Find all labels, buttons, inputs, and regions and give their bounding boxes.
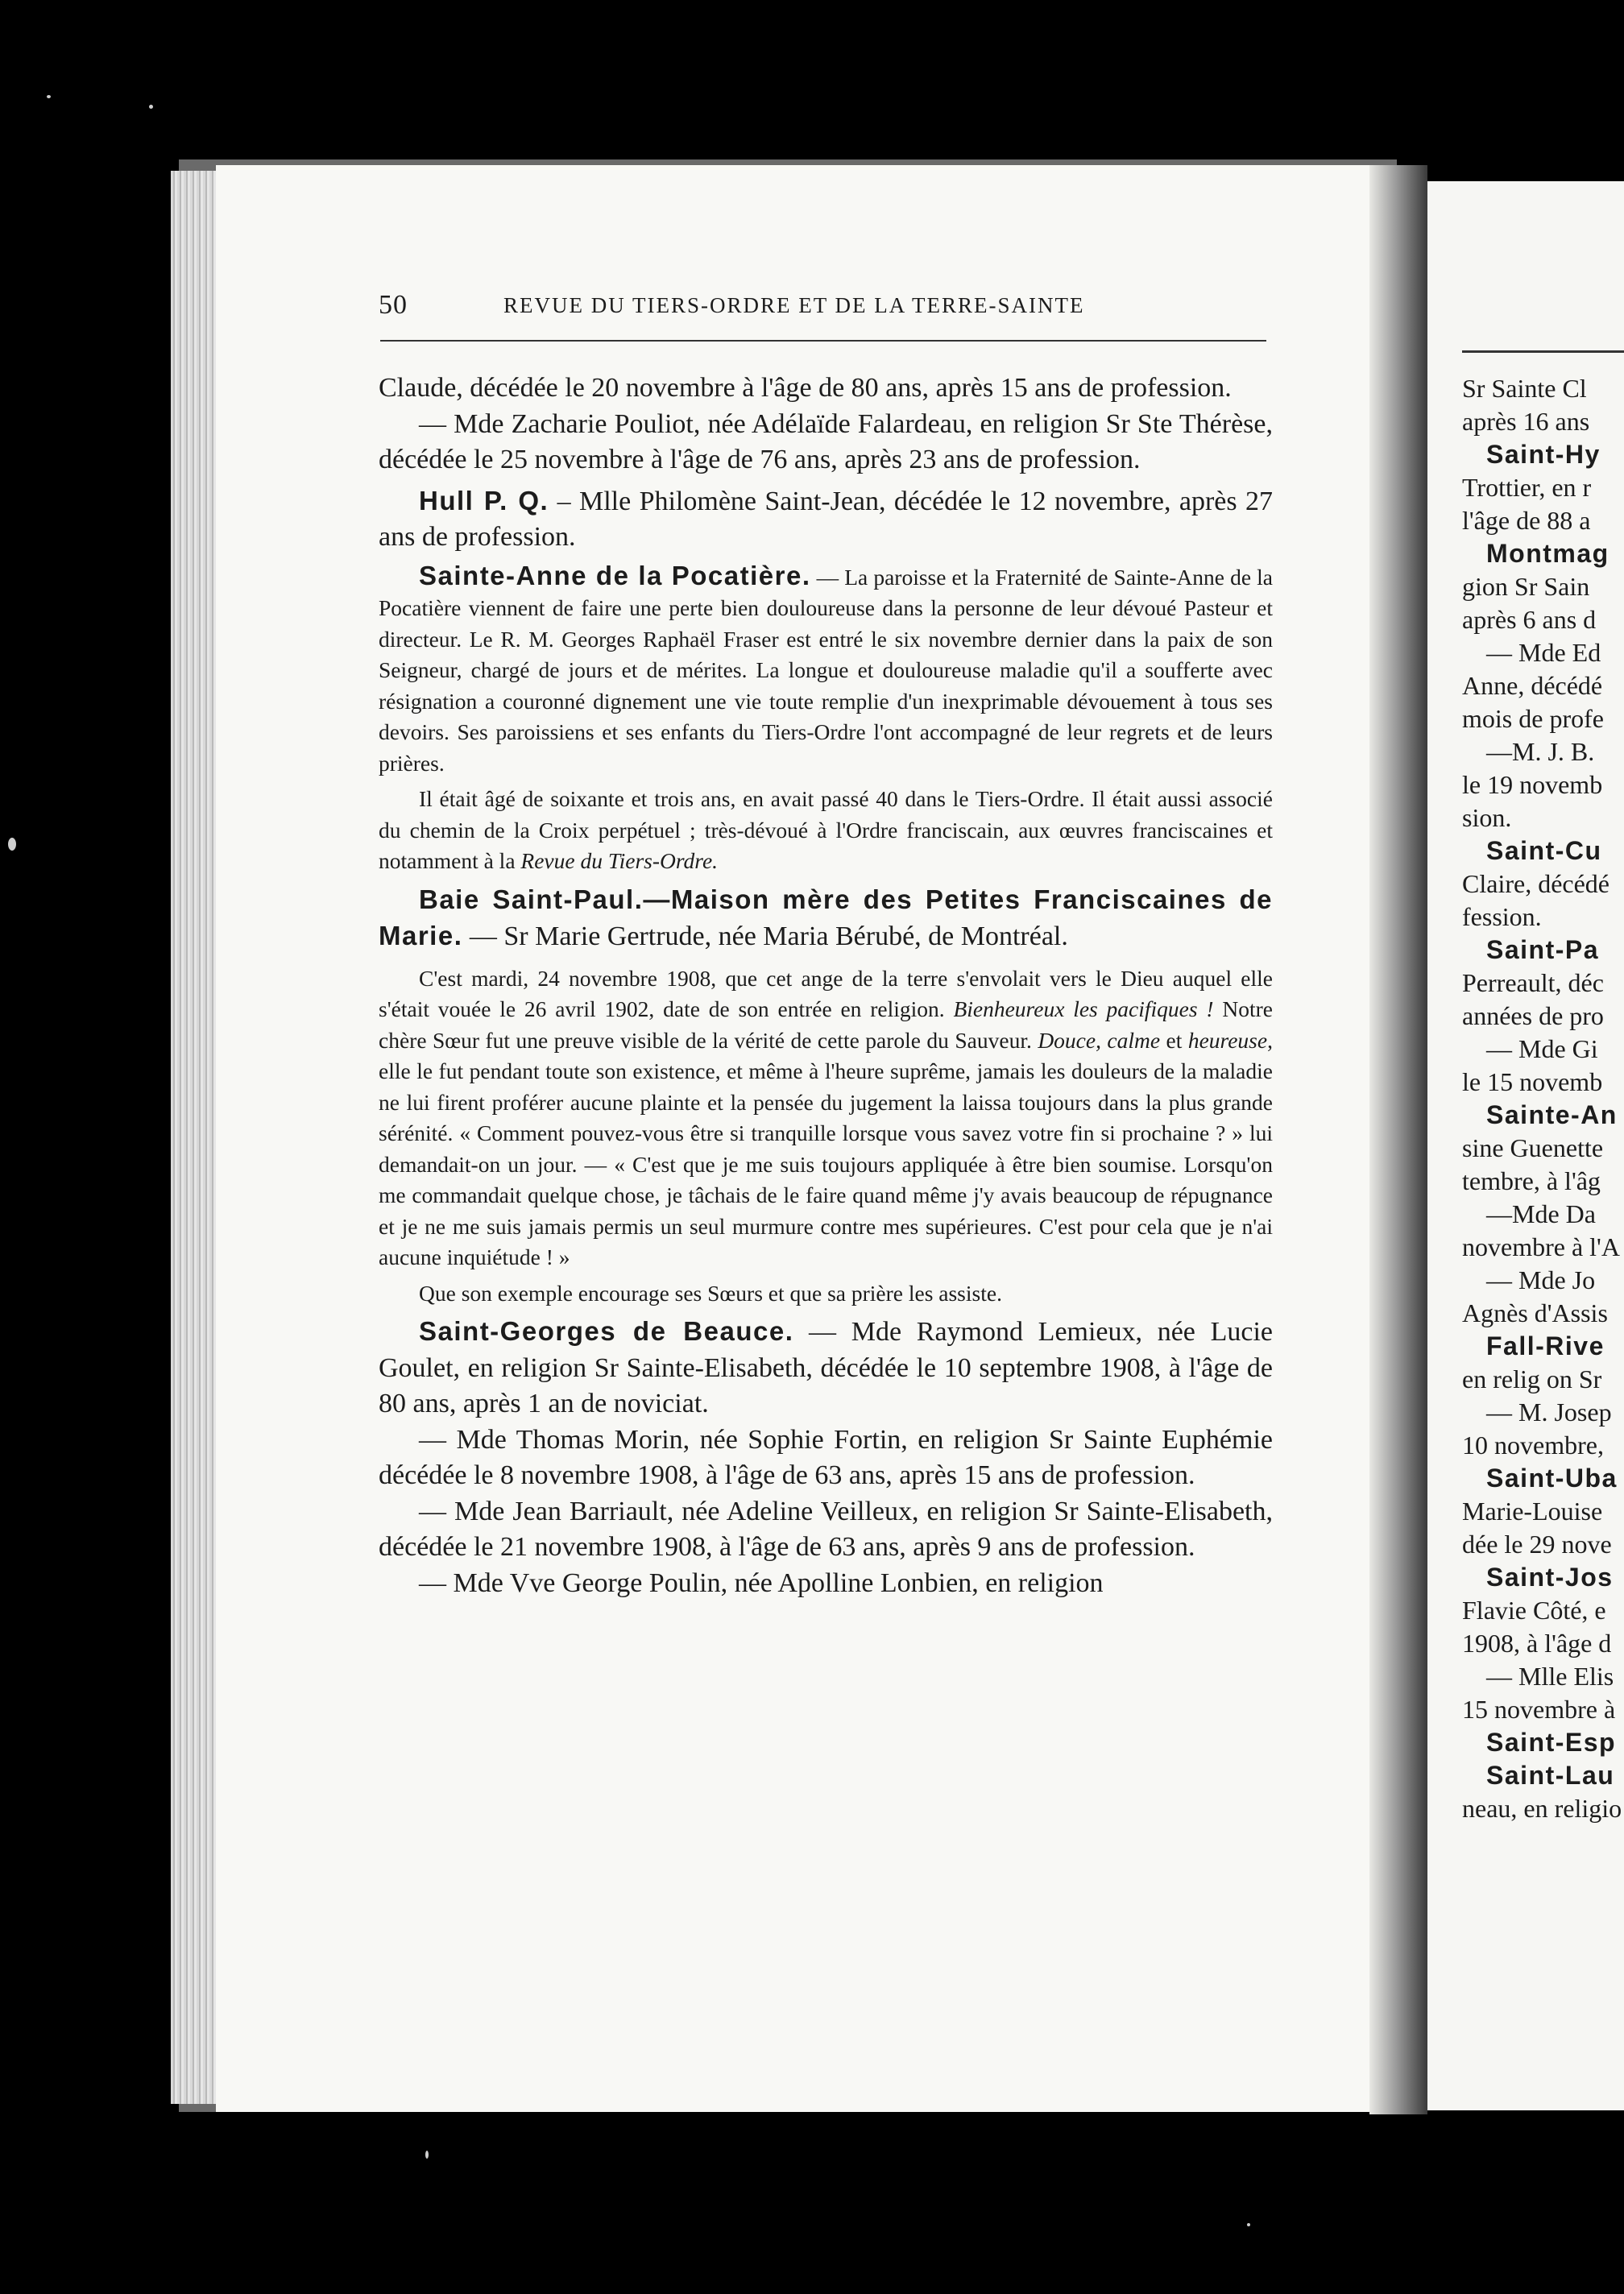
entry-text: C'est mardi, 24 novembre 1908, que cet ange de la terre s'envolait vers le Dieu auquel elle s'était vouée le 26 avril 1902, date de son entrée en religion. xyxy=(379,965,1273,1021)
right-page-line: —M. J. B. xyxy=(1486,737,1595,766)
right-page-line: — M. Josep xyxy=(1486,1398,1612,1427)
scan-speck xyxy=(425,2151,429,2159)
right-page-line: Anne, décédé xyxy=(1462,671,1603,700)
scan-speck xyxy=(149,105,153,109)
scan-speck xyxy=(47,95,51,98)
right-page-text-column xyxy=(1462,372,1624,1825)
right-page-line: Perreault, déc xyxy=(1462,968,1604,997)
right-page-line: Saint-Pa xyxy=(1486,935,1600,964)
italic-text: Bienheureux les pacifiques ! xyxy=(953,996,1214,1021)
italic-text: heureuse xyxy=(1187,1027,1268,1053)
paragraph xyxy=(379,561,1273,780)
right-page-line: fession. xyxy=(1462,902,1542,931)
right-page-line: — Mde Gi xyxy=(1486,1034,1598,1063)
entry-text: Il était âgé de soixante et trois ans, en avait passé 40 dans le Tiers-Ordre. Il était aussi associé du chemin de la Croix perpétuel ; très-dévoué à l'Ordre franciscain, aux œuvres franciscaines et notamment à la xyxy=(379,786,1273,873)
right-page-line: le 19 novemb xyxy=(1462,770,1603,799)
place-heading: Hull P. Q. xyxy=(419,485,549,516)
right-page-line: années de pro xyxy=(1462,1001,1604,1030)
page-number: 50 xyxy=(379,290,408,320)
right-page-line: Claire, décédé xyxy=(1462,869,1610,898)
header-rule xyxy=(380,340,1266,342)
right-page-line: Fall-Rive xyxy=(1486,1331,1605,1360)
entry-text: et xyxy=(1160,1027,1188,1053)
place-heading: Saint-Georges de Beauce. xyxy=(419,1316,794,1346)
right-page-line: gion Sr Sain xyxy=(1462,572,1590,601)
italic-title: Revue du Tiers-Ordre. xyxy=(520,848,719,873)
right-page-line: sion. xyxy=(1462,803,1512,832)
paragraph: — Mde Zacharie Pouliot, née Adélaïde Falardeau, en religion Sr Ste Thérèse, décédée le 25 novembre à l'âge de 76 ans, après 23 ans de profession. xyxy=(379,408,1273,474)
right-page-line: tembre, à l'âg xyxy=(1462,1166,1601,1195)
right-page-line: Sainte-An xyxy=(1486,1100,1618,1129)
right-page-line: Saint-Lau xyxy=(1486,1761,1615,1790)
right-page-line: Agnès d'Assis xyxy=(1462,1298,1608,1327)
entry-text: – Mlle Philomène Saint-Jean, décédée le 12 novembre, après 27 ans de profession. xyxy=(379,486,1273,552)
paragraph xyxy=(379,784,1273,877)
right-page-line: Sr Sainte Cl xyxy=(1462,374,1587,403)
right-page-line: Saint-Hy xyxy=(1486,440,1601,469)
entry-text: — Sr Marie Gertrude, née Maria Bérubé, de Montréal. xyxy=(462,921,1068,951)
right-page-line: le 15 novemb xyxy=(1462,1067,1603,1096)
right-page-line: — Mlle Elis xyxy=(1486,1662,1614,1691)
paragraph xyxy=(379,483,1273,556)
right-page-line: l'âge de 88 a xyxy=(1462,506,1591,535)
right-page-line: Marie-Louise xyxy=(1462,1497,1603,1526)
paragraph: Claude, décédée le 20 novembre à l'âge de 80 ans, après 15 ans de profession. xyxy=(379,373,1232,403)
right-page-line: Saint-Esp xyxy=(1486,1728,1617,1757)
right-page-line: Montmag xyxy=(1486,539,1610,568)
right-page-line: Saint-Cu xyxy=(1486,836,1602,865)
right-page-line: — Mde Ed xyxy=(1486,638,1601,667)
right-page-line: dée le 29 nove xyxy=(1462,1530,1612,1559)
italic-text: Douce, calme xyxy=(1038,1027,1161,1053)
right-page-line: en relig on Sr xyxy=(1462,1364,1602,1393)
right-page-line: Saint-Uba xyxy=(1486,1464,1618,1493)
entry-text: Notre chère Sœur fut une preuve visible de la vérité de cette parole du Sauveur. xyxy=(379,996,1273,1053)
right-page-line: novembre à l'A xyxy=(1462,1232,1620,1261)
scan-speck xyxy=(1247,2223,1250,2226)
right-page-line: Saint-Jos xyxy=(1486,1563,1614,1592)
entry-text: , elle le fut pendant toute son existence, et même à l'heure suprême, jamais les douleurs de la maladie ne lui firent proférer aucune plainte et la pensée du jugement la laissa toujours dans la plus grande sérénité. « Comment pouvez-vous être si tranquille lorsque vous savez votre fin si prochaine ? » lui demandait-on un jour. — « C'est que je me suis toujours appliquée à être bien soumise. Lorsqu'on me commandait quelque chose, je tâchais de le faire quand même j'y avais beaucoup de répugnance et je ne me suis jamais permis un seul murmure contre mes supérieures. C'est pour cela que je n'ai aucune inquiétude ! » xyxy=(379,1027,1273,1269)
main-text-column xyxy=(379,371,1273,1601)
place-heading: Sainte-Anne de la Pocatière. xyxy=(419,560,811,590)
paragraph: — Mde Vve George Poulin, née Apolline Lonbien, en religion xyxy=(419,1567,1104,1598)
paragraph xyxy=(379,1314,1273,1422)
journal-title: REVUE DU TIERS-ORDRE ET DE LA TERRE-SAINTE xyxy=(503,293,1085,317)
book-gutter xyxy=(1369,165,1427,2114)
entry-text: — Mde Raymond Lemieux, née Lucie Goulet, en religion Sr Sainte-Elisabeth, décédée le 10 septembre 1908, à l'âge de 80 ans, après 1 an de noviciat. xyxy=(379,1317,1273,1418)
place-heading: Baie Saint-Paul.—Maison mère des Petites Franciscaines de Marie. xyxy=(379,884,1273,950)
right-page-line: neau, en religio xyxy=(1462,1794,1622,1823)
paragraph: — Mde Jean Barriault, née Adeline Veilleux, en religion Sr Sainte-Elisabeth, décédée le 21 novembre 1908, à l'âge de 63 ans, après 9 ans de profession. xyxy=(379,1496,1273,1562)
right-page-line: mois de profe xyxy=(1462,704,1604,733)
right-page-line: après 16 ans xyxy=(1462,407,1590,436)
paragraph: — Mde Thomas Morin, née Sophie Fortin, en religion Sr Sainte Euphémie décédée le 8 novembre 1908, à l'âge de 63 ans, après 15 ans de profession. xyxy=(379,1424,1273,1490)
entry-text: — La paroisse et la Fraternité de Sainte-Anne de la Pocatière viennent de faire une perte bien douloureuse dans la personne de leur dévoué Pasteur et directeur. Le R. M. Georges Raphaël Fraser est entré le six novembre dernier dans la paix de son Seigneur, chargé de jours et de mérites. La longue et douloureuse maladie qu'il a soufferte avec résignation a couronné dignement une vie toute remplie d'un inexprimable dévouement à tous ses devoirs. Ses paroissiens et ses enfants du Tiers-Ordre l'ont accompagné de leur regrets et de leurs prières. xyxy=(379,564,1273,776)
right-page-line: — Mde Jo xyxy=(1486,1265,1596,1294)
right-page-line: Flavie Côté, e xyxy=(1462,1596,1606,1625)
scan-speck xyxy=(8,838,16,851)
paragraph xyxy=(379,963,1273,1273)
right-page-line: sine Guenette xyxy=(1462,1133,1604,1162)
right-page-line: 10 novembre, xyxy=(1462,1431,1604,1460)
right-page-line: 1908, à l'âge d xyxy=(1462,1629,1612,1658)
paragraph xyxy=(379,882,1273,955)
right-page-line: après 6 ans d xyxy=(1462,605,1597,634)
paragraph: Que son exemple encourage ses Sœurs et que sa prière les assiste. xyxy=(419,1280,1002,1306)
right-page-line: —Mde Da xyxy=(1486,1199,1596,1228)
right-page-line: Trottier, en r xyxy=(1462,473,1592,502)
right-page-rule xyxy=(1462,350,1624,353)
page-stack-edge xyxy=(171,171,219,2104)
right-page-line: 15 novembre à xyxy=(1462,1695,1616,1724)
running-header xyxy=(379,290,1265,322)
